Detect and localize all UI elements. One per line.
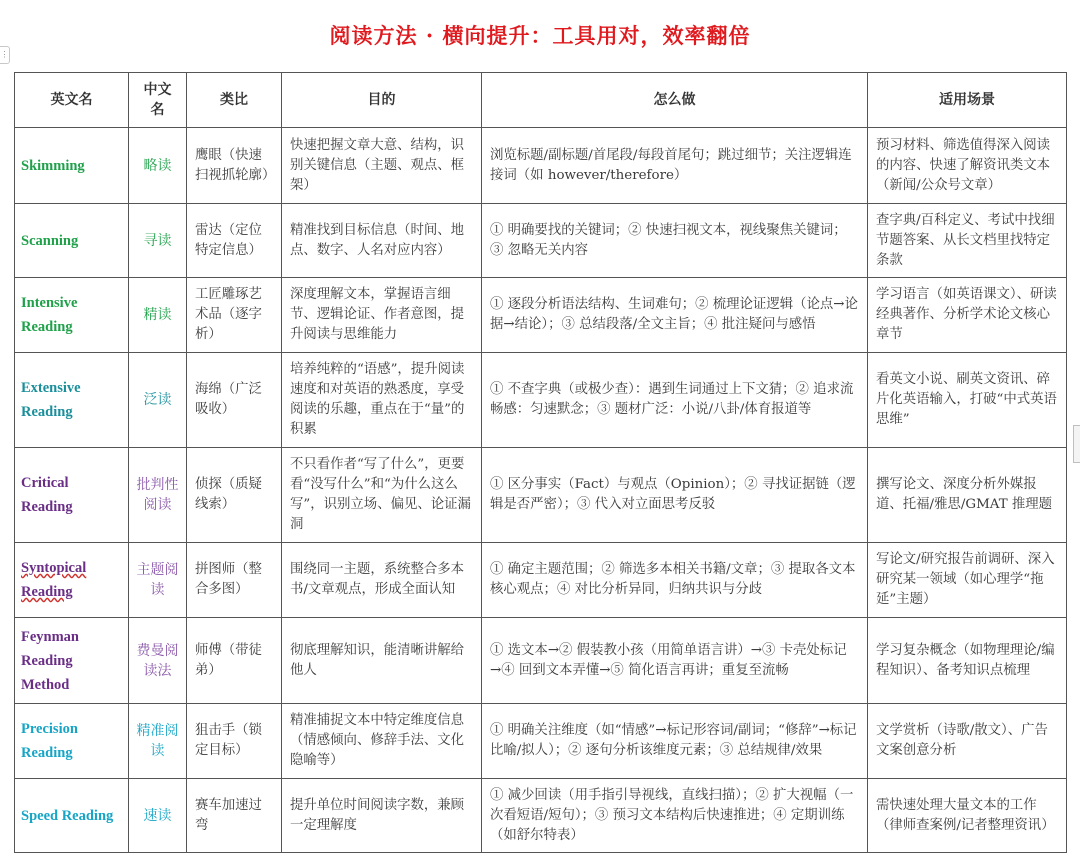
row-chinese-name: 主题阅读 [129, 543, 187, 618]
row-analogy: 海绵（广泛吸收） [187, 353, 282, 448]
row-scene: 文学赏析（诗歌/散文）、广告文案创意分析 [868, 704, 1067, 779]
row-english-name: Feynman Reading Method [15, 618, 129, 704]
row-purpose: 不只看作者“写了什么”，更要看“没写什么”和“为什么这么写”，识别立场、偏见、论证漏洞 [282, 448, 482, 543]
row-scene: 查字典/百科定义、考试中找细节题答案、从长文档里找特定条款 [868, 204, 1067, 278]
table-header-row [15, 73, 1067, 128]
row-purpose: 围绕同一主题，系统整合多本书/文章观点，形成全面认知 [282, 543, 482, 618]
row-scene: 学习语言（如英语课文）、研读经典著作、分析学术论文核心章节 [868, 278, 1067, 353]
row-scene: 撰写论文、深度分析外媒报道、托福/雅思/GMAT 推理题 [868, 448, 1067, 543]
table-row [15, 779, 1067, 853]
row-how: ① 逐段分析语法结构、生词难句；② 梳理论证逻辑（论点→论据→结论）；③ 总结段落/全文主旨；④ 批注疑问与感悟 [482, 278, 868, 353]
table-row [15, 704, 1067, 779]
row-analogy: 侦探（质疑线索） [187, 448, 282, 543]
row-english-name: Skimming [15, 128, 129, 204]
row-scene: 需快速处理大量文本的工作（律师查案例/记者整理资讯） [868, 779, 1067, 853]
page-title: 阅读方法 · 横向提升：工具用对，效率翻倍 [329, 23, 751, 48]
row-analogy: 师傅（带徒弟） [187, 618, 282, 704]
row-purpose: 深度理解文本，掌握语言细节、逻辑论证、作者意图，提升阅读与思维能力 [282, 278, 482, 353]
row-purpose: 快速把握文章大意、结构，识别关键信息（主题、观点、框架） [282, 128, 482, 204]
row-chinese-name: 批判性阅读 [129, 448, 187, 543]
row-purpose: 培养纯粹的“语感”，提升阅读速度和对英语的熟悉度，享受阅读的乐趣，重点在于“量”的积累 [282, 353, 482, 448]
row-chinese-name: 速读 [129, 779, 187, 853]
table-row [15, 353, 1067, 448]
row-how: ① 选文本→② 假装教小孩（用简单语言讲）→③ 卡壳处标记→④ 回到文本弄懂→⑤ 简化语言再讲；重复至流畅 [482, 618, 868, 704]
row-chinese-name: 精准阅读 [129, 704, 187, 779]
row-chinese-name: 精读 [129, 278, 187, 353]
row-analogy: 赛车加速过弯 [187, 779, 282, 853]
row-scene: 预习材料、筛选值得深入阅读的内容、快速了解资讯类文本（新闻/公众号文章） [868, 128, 1067, 204]
row-purpose: 提升单位时间阅读字数，兼顾一定理解度 [282, 779, 482, 853]
row-chinese-name: 费曼阅读法 [129, 618, 187, 704]
row-how: ① 明确要找的关键词；② 快速扫视文本，视线聚焦关键词；③ 忽略无关内容 [482, 204, 868, 278]
header-english-name: 英文名 [15, 73, 129, 128]
row-chinese-name: 泛读 [129, 353, 187, 448]
row-analogy: 鹰眼（快速扫视抓轮廓） [187, 128, 282, 204]
row-how: ① 确定主题范围；② 筛选多本相关书籍/文章；③ 提取各文本核心观点；④ 对比分析异同，归纳共识与分歧 [482, 543, 868, 618]
row-scene: 学习复杂概念（如物理理论/编程知识）、备考知识点梳理 [868, 618, 1067, 704]
row-purpose: 精准找到目标信息（时间、地点、数字、人名对应内容） [282, 204, 482, 278]
row-english-name: Speed Reading [15, 779, 129, 853]
row-how: ① 区分事实（Fact）与观点（Opinion）；② 寻找证据链（逻辑是否严密）；③ 代入对立面思考反驳 [482, 448, 868, 543]
row-how: 浏览标题/副标题/首尾段/每段首尾句；跳过细节；关注逻辑连接词（如 however/therefore） [482, 128, 868, 204]
row-scene: 写论文/研究报告前调研、深入研究某一领域（如心理学“拖延”主题） [868, 543, 1067, 618]
scroll-handle[interactable] [1073, 425, 1080, 463]
table-row [15, 204, 1067, 278]
table-row [15, 448, 1067, 543]
row-analogy: 雷达（定位特定信息） [187, 204, 282, 278]
row-english-name: Intensive Reading [15, 278, 129, 353]
row-analogy: 狙击手（锁定目标） [187, 704, 282, 779]
reading-methods-table [14, 72, 1067, 853]
header-purpose: 目的 [282, 73, 482, 128]
header-chinese-name: 中文名 [129, 73, 187, 128]
row-analogy: 拼图师（整合多图） [187, 543, 282, 618]
row-scene: 看英文小说、刷英文资讯、碎片化英语输入，打破“中式英语思维” [868, 353, 1067, 448]
row-analogy: 工匠雕琢艺术品（逐字析） [187, 278, 282, 353]
header-analogy: 类比 [187, 73, 282, 128]
row-purpose: 精准捕捉文本中特定维度信息（情感倾向、修辞手法、文化隐喻等） [282, 704, 482, 779]
edge-handle-icon[interactable]: ⋮ [0, 46, 10, 64]
table-row [15, 278, 1067, 353]
row-english-name: Precision Reading [15, 704, 129, 779]
row-chinese-name: 略读 [129, 128, 187, 204]
row-how: ① 不查字典（或极少查）：遇到生词通过上下文猜；② 追求流畅感：匀速默念；③ 题材广泛：小说/八卦/体育报道等 [482, 353, 868, 448]
header-how: 怎么做 [482, 73, 868, 128]
row-how: ① 明确关注维度（如“情感”→标记形容词/副词；“修辞”→标记比喻/拟人）；② 逐句分析该维度元素；③ 总结规律/效果 [482, 704, 868, 779]
table-row [15, 543, 1067, 618]
row-english-name [15, 543, 129, 618]
table-row [15, 128, 1067, 204]
row-purpose: 彻底理解知识，能清晰讲解给他人 [282, 618, 482, 704]
row-chinese-name: 寻读 [129, 204, 187, 278]
row-how: ① 减少回读（用手指引导视线，直线扫描）；② 扩大视幅（一次看短语/短句）；③ 预习文本结构后快速推进；④ 定期训练（如舒尔特表） [482, 779, 868, 853]
row-english-name-text: Syntopical Reading [21, 560, 87, 600]
row-english-name: Extensive Reading [15, 353, 129, 448]
header-scene: 适用场景 [868, 73, 1067, 128]
table-row [15, 618, 1067, 704]
row-english-name: Scanning [15, 204, 129, 278]
row-english-name: Critical Reading [15, 448, 129, 543]
